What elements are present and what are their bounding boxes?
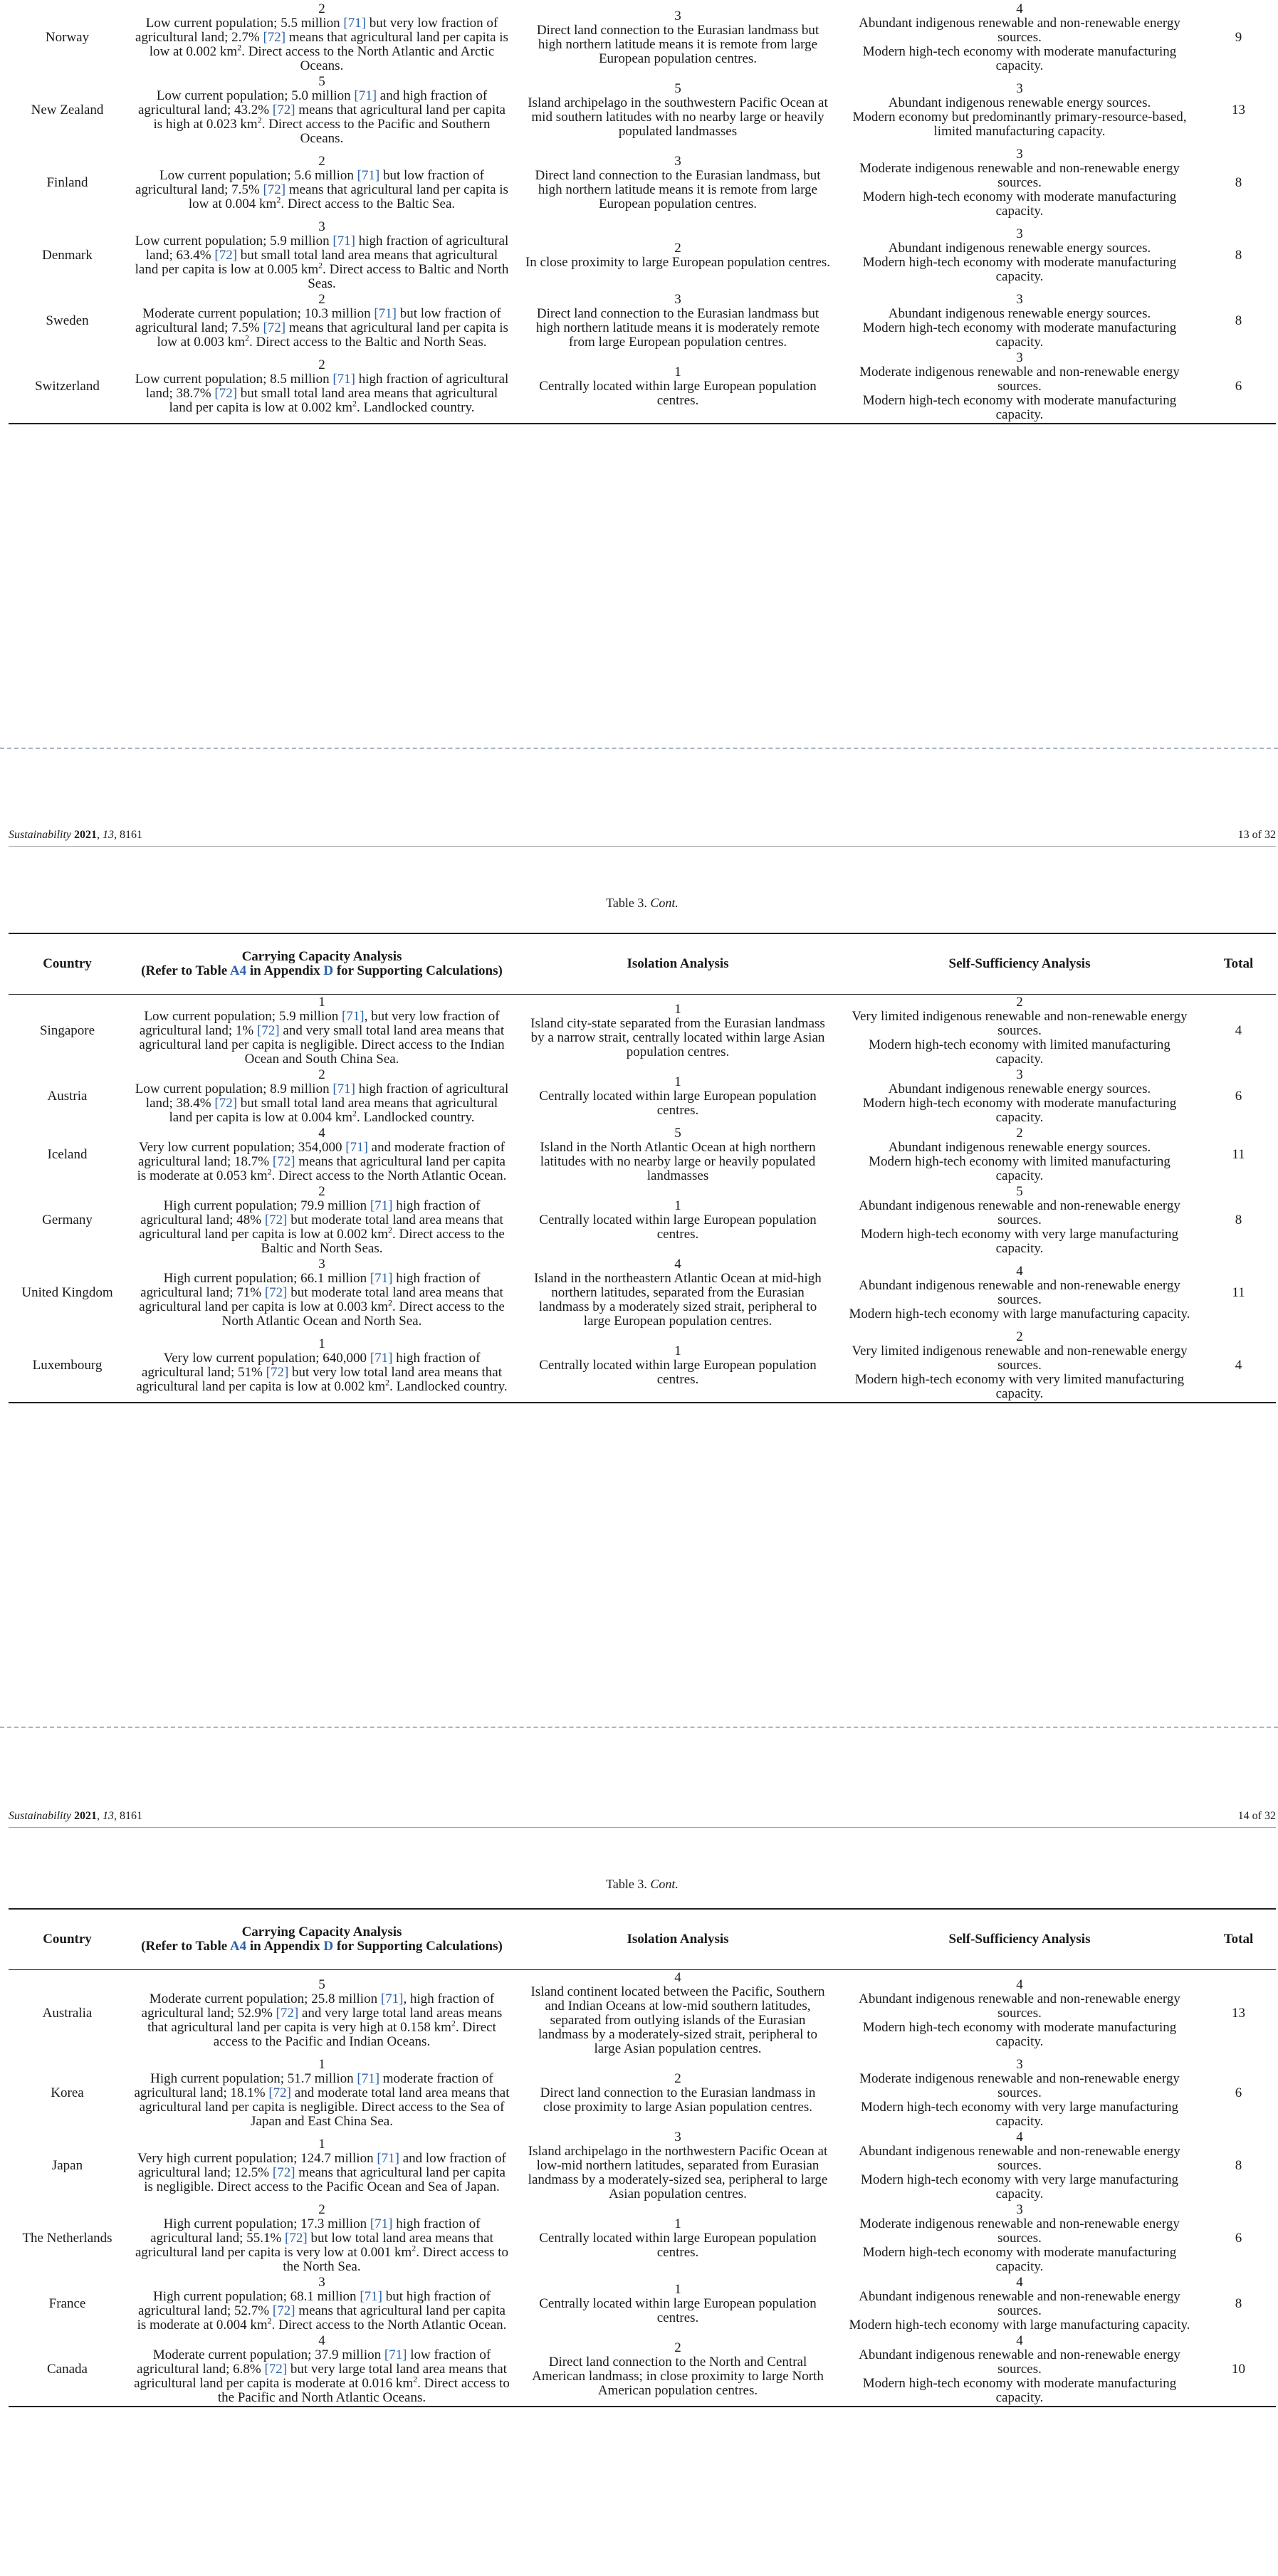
isolation-cell: 5 Island archipelago in the southwestern Pacific Ocean at mid southern latitudes with no nearby large or heavily populated landmasses xyxy=(518,74,838,147)
country-cell: Iceland xyxy=(47,1147,88,1162)
page-separator xyxy=(0,748,1278,749)
journal-citation: Sustainability 2021, 13, 8161 xyxy=(9,829,142,841)
country-cell: The Netherlands xyxy=(22,2231,112,2246)
citation-link[interactable]: [72] xyxy=(214,248,238,263)
isolation-score: 3 xyxy=(674,292,681,307)
isolation-cell: 3 Direct land connection to the Eurasian landmass but high northern latitude means it is moderately remote from large European population centres. xyxy=(518,292,838,350)
self-sufficiency-cell: 5 Abundant indigenous renewable and non-renewable energy sources. Modern high-tech economy with very large manufacturing capacity. xyxy=(838,1184,1201,1257)
carrying-capacity-cell: 5 Low current population; 5.0 million [71] and high fraction of agricultural land; 43.2% [72] means that agricultural land per capita is high at 0.023 $km^2$. Direct access to the Pacific and Southern Oceans. xyxy=(126,74,518,147)
self-sufficiency-score: 2 xyxy=(1016,1126,1023,1141)
self-sufficiency-cell: 3 Moderate indigenous renewable and non-renewable energy sources. Modern high-tech economy with moderate manufacturing capacity. xyxy=(838,350,1201,424)
total-cell: 10 xyxy=(1232,2362,1245,2377)
isolation-cell: 3 Direct land connection to the Eurasian landmass, but high northern latitude means it is remote from large European population centres. xyxy=(518,147,838,219)
country-cell: Canada xyxy=(47,2362,88,2377)
self-sufficiency-score: 4 xyxy=(1016,2130,1023,2145)
table-header xyxy=(9,933,1276,995)
citation-link[interactable]: [72] xyxy=(214,386,238,401)
country-cell: Germany xyxy=(42,1213,93,1227)
citation-link[interactable]: [72] xyxy=(266,1365,289,1380)
citation-link[interactable]: [72] xyxy=(272,1154,295,1169)
table-row xyxy=(9,2202,1276,2275)
citation-link[interactable]: [72] xyxy=(264,1285,288,1300)
carrying-capacity-cell: 1 Very low current population; 640,000 [71] high fraction of agricultural land; 51% [72] but very low total land area means that agricultural land per capita is low at 0.002 $km^2$. Landlocked country. xyxy=(126,1329,518,1403)
isolation-score: 4 xyxy=(674,1257,681,1272)
table-caption: Table 3. Cont. xyxy=(606,896,679,910)
total-cell: 13 xyxy=(1232,2006,1245,2021)
cc-score: 2 xyxy=(318,357,325,372)
self-sufficiency-cell: 3 Abundant indigenous renewable energy sources. Modern high-tech economy with moderate manufacturing capacity. xyxy=(838,292,1201,350)
col-header-self-sufficiency: Self-Sufficiency Analysis xyxy=(948,1932,1091,1947)
citation-link[interactable]: [71] xyxy=(384,2347,407,2362)
cc-score: 3 xyxy=(318,2275,325,2290)
carrying-capacity-cell: 1 Low current population; 5.9 million [71], but very low fraction of agricultural land; 1% [72] and very small total land area means that agricultural land per capita is negligible. Direct access to the Indian Ocean and South China Sea. xyxy=(126,995,518,1068)
carrying-capacity-cell: 2 Low current population; 5.6 million [71] but low fraction of agricultural land; 7.5% [72] means that agricultural land per capita is low at 0.004 $km^2$. Direct access to the Baltic Sea. xyxy=(126,147,518,219)
table-row xyxy=(9,1,1276,74)
cc-score: 2 xyxy=(318,292,325,307)
col-header-self-sufficiency: Self-Sufficiency Analysis xyxy=(948,956,1091,971)
cc-score: 4 xyxy=(318,1126,325,1141)
total-cell: 8 xyxy=(1235,1213,1242,1227)
self-sufficiency-cell: 4 Abundant indigenous renewable and non-renewable energy sources. Modern high-tech economy with moderate manufacturing capacity. xyxy=(838,2333,1201,2407)
self-sufficiency-score: 5 xyxy=(1016,1184,1023,1199)
isolation-cell: 2 Direct land connection to the North and Central American landmass; in close proximity to large North American population centres. xyxy=(518,2333,838,2407)
table-row xyxy=(9,1067,1276,1126)
isolation-score: 1 xyxy=(674,2282,681,2297)
table-row xyxy=(9,292,1276,350)
citation-link[interactable]: [71] xyxy=(370,1198,393,1213)
self-sufficiency-cell: 4 Abundant indigenous renewable and non-renewable energy sources. Modern high-tech economy with very large manufacturing capacity. xyxy=(838,2130,1201,2202)
isolation-score: 5 xyxy=(674,81,681,96)
col-header-carrying-capacity: Carrying Capacity Analysis (Refer to Table A4 in Appendix D for Supporting Calculations) xyxy=(141,1925,503,1954)
isolation-score: 5 xyxy=(674,1126,681,1141)
citation-link[interactable]: [71] xyxy=(374,306,397,321)
self-sufficiency-score: 4 xyxy=(1016,1,1023,16)
cc-score: 2 xyxy=(318,2202,325,2217)
table-row xyxy=(9,219,1276,292)
self-sufficiency-score: 3 xyxy=(1016,350,1023,365)
isolation-cell: 2 Direct land connection to the Eurasian landmass in close proximity to large Asian population centres. xyxy=(518,2057,838,2130)
country-cell: Sweden xyxy=(46,313,89,328)
country-cell: Japan xyxy=(51,2158,83,2173)
self-sufficiency-score: 4 xyxy=(1016,1264,1023,1279)
isolation-cell: 3 Island archipelago in the northwestern Pacific Ocean at low-mid northern latitudes, separated from Eurasian landmass by a moderately-sized sea, peripheral to large Asian population centres. xyxy=(518,2130,838,2202)
country-cell: Austria xyxy=(47,1089,88,1104)
self-sufficiency-score: 3 xyxy=(1016,1067,1023,1082)
carrying-capacity-cell: 4 Moderate current population; 37.9 million [71] low fraction of agricultural land; 6.8% [72] but very large total land area means that agricultural land per capita is moderate at 0.016 $km^2$. Direct access to the Pacific and North Atlantic Oceans. xyxy=(134,2333,510,2405)
citation-link[interactable]: [71] xyxy=(332,234,355,248)
table-row xyxy=(9,2057,1276,2130)
table-fragment-page-13 xyxy=(9,933,1276,1403)
country-cell: United Kingdom xyxy=(21,1285,113,1300)
self-sufficiency-score: 3 xyxy=(1016,292,1023,307)
isolation-score: 1 xyxy=(674,365,681,379)
self-sufficiency-cell: 2 Abundant indigenous renewable energy sources. Modern high-tech economy with limited manufacturing capacity. xyxy=(838,1126,1201,1184)
table-3-part-2 xyxy=(9,933,1276,1403)
self-sufficiency-score: 3 xyxy=(1016,226,1023,241)
total-cell: 6 xyxy=(1235,2085,1242,2100)
cc-score: 2 xyxy=(318,1067,325,1082)
carrying-capacity-cell: 2 High current population; 79.9 million [71] high fraction of agricultural land; 48% [72] but moderate total land area means that agricultural land per capita is low at 0.002 $km^2$. Direct access to the Baltic and North Seas. xyxy=(126,1184,518,1257)
isolation-cell: 1 Island city-state separated from the Eurasian landmass by a narrow strait, centrally located within large Asian population centres. xyxy=(518,995,838,1068)
isolation-cell: 4 Island in the northeastern Atlantic Ocean at mid-high northern latitudes, separated from the Eurasian landmass by a moderately sized strait, peripheral to large European population centres. xyxy=(518,1257,838,1329)
isolation-score: 2 xyxy=(674,2071,681,2086)
table-row xyxy=(9,1184,1276,1257)
col-header-country: Country xyxy=(43,956,92,971)
self-sufficiency-cell: 4 Abundant indigenous renewable and non-renewable energy sources. Modern high-tech economy with moderate manufacturing capacity. xyxy=(838,1970,1201,2058)
table-row xyxy=(9,1329,1276,1403)
isolation-cell: 1 Centrally located within large European population centres. xyxy=(518,1184,838,1257)
table-row xyxy=(9,350,1276,424)
self-sufficiency-cell: 4 Abundant indigenous renewable and non-renewable energy sources. Modern high-tech economy with large manufacturing capacity. xyxy=(838,1257,1201,1329)
cc-score: 5 xyxy=(318,1977,325,1992)
table-3-part-1 xyxy=(9,1,1276,424)
carrying-capacity-cell: 2 High current population; 17.3 million [71] high fraction of agricultural land; 55.1% [72] but low total land area means that agricultural land per capita is very low at 0.001 $km^2$. Direct access to the North Sea. xyxy=(126,2202,518,2275)
carrying-capacity-cell: 2 Low current population; 5.5 million [71] but very low fraction of agricultural land; 2.7% [72] means that agricultural land per capita is low at 0.002 $km^2$. Direct access to the North Atlantic and Arctic Oceans. xyxy=(126,1,518,74)
total-cell: 13 xyxy=(1232,103,1245,117)
cc-score: 5 xyxy=(318,74,325,89)
cc-score: 2 xyxy=(318,1,325,16)
table-row xyxy=(9,1126,1276,1184)
self-sufficiency-cell: 3 Abundant indigenous renewable energy sources. Modern economy but predominantly primary-resource-based, limited manufacturing capacity. xyxy=(838,74,1201,147)
table-body xyxy=(9,1,1276,424)
carrying-capacity-cell: 2 Low current population; 8.5 million [71] high fraction of agricultural land; 38.7% [72] but small total land area means that agricultural land per capita is low at 0.002 $km^2$. Landlocked country. xyxy=(126,350,518,424)
header-rule xyxy=(9,1827,1276,1828)
total-cell: 8 xyxy=(1235,313,1242,328)
page-number: 13 of 32 xyxy=(1237,829,1276,841)
isolation-score: 3 xyxy=(674,2130,681,2145)
country-cell: France xyxy=(48,2296,86,2311)
table-body xyxy=(9,1970,1276,2407)
cc-score: 1 xyxy=(318,2057,325,2072)
isolation-cell: 1 Centrally located within large European population centres. xyxy=(518,1067,838,1126)
header-rule xyxy=(9,846,1276,847)
self-sufficiency-score: 2 xyxy=(1016,995,1023,1010)
citation-link[interactable]: [71] xyxy=(370,2216,393,2231)
table-row xyxy=(9,1970,1276,2058)
self-sufficiency-score: 3 xyxy=(1016,81,1023,96)
table-row xyxy=(9,2333,1276,2407)
total-cell: 11 xyxy=(1232,1147,1245,1162)
isolation-score: 1 xyxy=(674,1002,681,1017)
citation-link[interactable]: [71] xyxy=(370,1271,393,1286)
cc-score: 3 xyxy=(318,1257,325,1272)
country-cell: Luxembourg xyxy=(32,1358,103,1373)
citation-link[interactable]: [71] xyxy=(332,1082,355,1096)
total-cell: 6 xyxy=(1235,1089,1242,1104)
isolation-score: 1 xyxy=(674,1074,681,1089)
citation-link[interactable]: [71] xyxy=(345,1140,368,1155)
isolation-cell: 3 Direct land connection to the Eurasian landmass but high northern latitude means it is remote from large European population centres. xyxy=(518,1,838,74)
total-cell: 9 xyxy=(1235,30,1242,45)
country-cell: Finland xyxy=(46,175,88,190)
col-header-country: Country xyxy=(43,1932,92,1947)
cc-score: 1 xyxy=(318,2137,325,2152)
appendix-link[interactable]: D xyxy=(323,963,334,978)
citation-link[interactable]: [72] xyxy=(276,2006,299,2021)
citation-link[interactable]: [72] xyxy=(264,2362,288,2377)
table-header xyxy=(9,1909,1276,1970)
appendix-table-link[interactable]: A4 xyxy=(229,963,247,978)
citation-link[interactable]: [72] xyxy=(264,1213,288,1227)
total-cell: 8 xyxy=(1235,175,1242,190)
self-sufficiency-cell: 3 Abundant indigenous renewable energy sources. Modern high-tech economy with moderate manufacturing capacity. xyxy=(838,219,1201,292)
citation-link[interactable]: [72] xyxy=(263,30,286,45)
country-cell: Denmark xyxy=(42,248,93,263)
table-row xyxy=(9,2130,1276,2202)
table-fragment-page-12 xyxy=(9,1,1276,424)
country-cell: New Zealand xyxy=(31,103,104,117)
self-sufficiency-cell: 3 Moderate indigenous renewable and non-renewable energy sources. Modern high-tech economy with moderate manufacturing capacity. xyxy=(838,147,1201,219)
self-sufficiency-cell: 2 Very limited indigenous renewable and non-renewable energy sources. Modern high-tech economy with very limited manufacturing capacity. xyxy=(838,1329,1201,1403)
self-sufficiency-score: 3 xyxy=(1016,2057,1023,2072)
cc-score: 2 xyxy=(318,1184,325,1199)
journal-citation: Sustainability 2021, 13, 8161 xyxy=(9,1810,142,1822)
citation-link[interactable]: [71] xyxy=(380,1991,404,2006)
total-cell: 8 xyxy=(1235,248,1242,263)
isolation-score: 3 xyxy=(674,9,681,23)
carrying-capacity-cell: 1 Very high current population; 124.7 million [71] and low fraction of agricultural land; 12.5% [72] means that agricultural land per capita is negligible. Direct access to the Pacific Ocean and Sea of Japan. xyxy=(126,2130,518,2202)
table-row xyxy=(9,1257,1276,1329)
table-caption: Table 3. Cont. xyxy=(606,1877,679,1891)
carrying-capacity-cell: 4 Very low current population; 354,000 [71] and moderate fraction of agricultural land; 18.7% [72] means that agricultural land per capita is moderate at 0.053 $km^2$. Direct access to the North Atlantic Ocean. xyxy=(126,1126,518,1184)
col-header-total: Total xyxy=(1223,956,1254,971)
col-header-total: Total xyxy=(1223,1932,1254,1947)
isolation-score: 1 xyxy=(674,1344,681,1358)
isolation-cell: 1 Centrally located within large European population centres. xyxy=(518,350,838,424)
citation-link[interactable]: [72] xyxy=(285,2231,308,2246)
citation-link[interactable]: [71] xyxy=(360,2289,382,2304)
total-cell: 4 xyxy=(1235,1358,1242,1373)
citation-link[interactable]: [72] xyxy=(263,182,286,197)
cc-score: 2 xyxy=(318,154,325,169)
self-sufficiency-cell: 2 Very limited indigenous renewable and non-renewable energy sources. Modern high-tech economy with limited manufacturing capacity. xyxy=(838,995,1201,1068)
table-row xyxy=(9,147,1276,219)
citation-link[interactable]: [71] xyxy=(343,16,367,31)
total-cell: 4 xyxy=(1235,1023,1242,1038)
country-cell: Australia xyxy=(42,2006,93,2021)
citation-link[interactable]: [71] xyxy=(341,1009,365,1024)
appendix-table-link[interactable]: A4 xyxy=(229,1939,247,1954)
self-sufficiency-cell: 4 Abundant indigenous renewable and non-renewable energy sources. Modern high-tech economy with large manufacturing capacity. xyxy=(838,2275,1201,2333)
col-header-carrying-capacity: Carrying Capacity Analysis (Refer to Table A4 in Appendix D for Supporting Calculations) xyxy=(141,949,503,978)
isolation-score: 2 xyxy=(674,241,681,256)
self-sufficiency-cell: 4 Abundant indigenous renewable and non-renewable energy sources. Modern high-tech economy with moderate manufacturing capacity. xyxy=(838,1,1201,74)
self-sufficiency-score: 4 xyxy=(1016,2333,1023,2348)
self-sufficiency-score: 3 xyxy=(1016,147,1023,162)
self-sufficiency-cell: 3 Moderate indigenous renewable and non-renewable energy sources. Modern high-tech economy with very large manufacturing capacity. xyxy=(838,2057,1201,2130)
cc-score: 1 xyxy=(318,995,325,1010)
citation-link[interactable]: [71] xyxy=(357,168,380,183)
self-sufficiency-score: 4 xyxy=(1016,1977,1023,1992)
isolation-score: 2 xyxy=(674,2340,681,2355)
citation-link[interactable]: [72] xyxy=(263,320,286,335)
total-cell: 11 xyxy=(1232,1285,1245,1300)
table-row xyxy=(9,2275,1276,2333)
total-cell: 6 xyxy=(1235,379,1242,394)
page-number: 14 of 32 xyxy=(1237,1810,1276,1822)
col-header-isolation: Isolation Analysis xyxy=(627,1932,729,1947)
country-cell: Singapore xyxy=(39,1023,95,1038)
isolation-score: 3 xyxy=(674,154,681,169)
self-sufficiency-cell: 3 Abundant indigenous renewable energy sources. Modern high-tech economy with moderate manufacturing capacity. xyxy=(838,1067,1201,1126)
carrying-capacity-cell: 3 High current population; 66.1 million [71] high fraction of agricultural land; 71% [72] but moderate total land area means that agricultural land per capita is low at 0.003 $km^2$. Direct access to the North Atlantic Ocean and North Sea. xyxy=(126,1257,518,1329)
isolation-score: 4 xyxy=(674,1970,681,1985)
table-body xyxy=(9,995,1276,1403)
citation-link[interactable]: [72] xyxy=(256,1023,280,1038)
carrying-capacity-cell: 3 High current population; 68.1 million [71] but high fraction of agricultural land; 52.7% [72] means that agricultural land per capita is moderate at 0.004 $km^2$. Direct access to the North Atlantic Ocean. xyxy=(126,2275,518,2333)
carrying-capacity-cell: 5 Moderate current population; 25.8 million [71], high fraction of agricultural land; 52.9% [72] and very large total land areas means that agricultural land per capita is very high at 0.158 $km^2$. Direct access to the Pacific and Indian Oceans. xyxy=(126,1970,518,2058)
country-cell: Norway xyxy=(45,30,90,45)
self-sufficiency-score: 4 xyxy=(1016,2275,1023,2290)
table-row xyxy=(9,74,1276,147)
isolation-cell: 2 In close proximity to large European population centres. xyxy=(525,241,831,270)
self-sufficiency-score: 3 xyxy=(1016,2202,1023,2217)
col-header-isolation: Isolation Analysis xyxy=(627,956,729,971)
total-cell: 6 xyxy=(1235,2231,1242,2246)
total-cell: 8 xyxy=(1235,2296,1242,2311)
isolation-cell: 5 Island in the North Atlantic Ocean at high northern latitudes with no nearby large or heavily populated landmasses xyxy=(518,1126,838,1184)
citation-link[interactable]: [72] xyxy=(272,2165,295,2180)
total-cell: 8 xyxy=(1235,2158,1242,2173)
isolation-score: 1 xyxy=(674,1198,681,1213)
citation-link[interactable]: [72] xyxy=(214,1096,238,1111)
citation-link[interactable]: [71] xyxy=(354,88,377,103)
carrying-capacity-cell: 3 Low current population; 5.9 million [71] high fraction of agricultural land; 63.4% [72] but small total land area means that agricultural land per capita is low at 0.005 $km^2$. Direct access to Baltic and North Seas. xyxy=(126,219,518,292)
citation-link[interactable]: [71] xyxy=(357,2071,380,2086)
citation-link[interactable]: [71] xyxy=(370,1351,393,1366)
table-row xyxy=(9,995,1276,1068)
cc-score: 4 xyxy=(318,2333,325,2348)
carrying-capacity-cell: 1 High current population; 51.7 million [71] moderate fraction of agricultural land; 18.1% [72] and moderate total land area means that agricultural land per capita is negligible. Direct access to the Sea of Japan and East China Sea. xyxy=(134,2057,510,2129)
isolation-cell: 1 Centrally located within large European population centres. xyxy=(518,1329,838,1403)
appendix-link[interactable]: D xyxy=(323,1939,334,1954)
self-sufficiency-score: 2 xyxy=(1016,1329,1023,1344)
table-3-part-3 xyxy=(9,1908,1276,2407)
page-separator xyxy=(0,1727,1278,1728)
isolation-cell: 1 Centrally located within large European population centres. xyxy=(518,2275,838,2333)
citation-link[interactable]: [72] xyxy=(268,2085,292,2100)
citation-link[interactable]: [71] xyxy=(332,372,355,387)
cc-score: 1 xyxy=(318,1336,325,1351)
citation-link[interactable]: [71] xyxy=(377,2151,399,2166)
cc-score: 3 xyxy=(318,219,325,234)
citation-link[interactable]: [72] xyxy=(272,2303,295,2318)
self-sufficiency-cell: 3 Moderate indigenous renewable and non-renewable energy sources. Modern high-tech economy with moderate manufacturing capacity. xyxy=(838,2202,1201,2275)
carrying-capacity-cell: 2 Low current population; 8.9 million [71] high fraction of agricultural land; 38.4% [72] but small total land area means that agricultural land per capita is low at 0.004 $km^2$. Landlocked country. xyxy=(126,1067,518,1126)
isolation-score: 1 xyxy=(674,2216,681,2231)
isolation-cell: 4 Island continent located between the Pacific, Southern and Indian Oceans at low-mid southern latitudes, separated from outlying islands of the Eurasian landmass by a moderately-sized strait, peripheral to large Asian population centres. xyxy=(518,1970,838,2058)
carrying-capacity-cell: 2 Moderate current population; 10.3 million [71] but low fraction of agricultural land; 7.5% [72] means that agricultural land per capita is low at 0.003 $km^2$. Direct access to the Baltic and North Seas. xyxy=(126,292,518,350)
citation-link[interactable]: [72] xyxy=(272,103,295,117)
isolation-cell: 1 Centrally located within large European population centres. xyxy=(518,2202,838,2275)
table-fragment-page-14 xyxy=(9,1908,1276,2407)
country-cell: Korea xyxy=(51,2085,84,2100)
country-cell: Switzerland xyxy=(35,379,100,394)
